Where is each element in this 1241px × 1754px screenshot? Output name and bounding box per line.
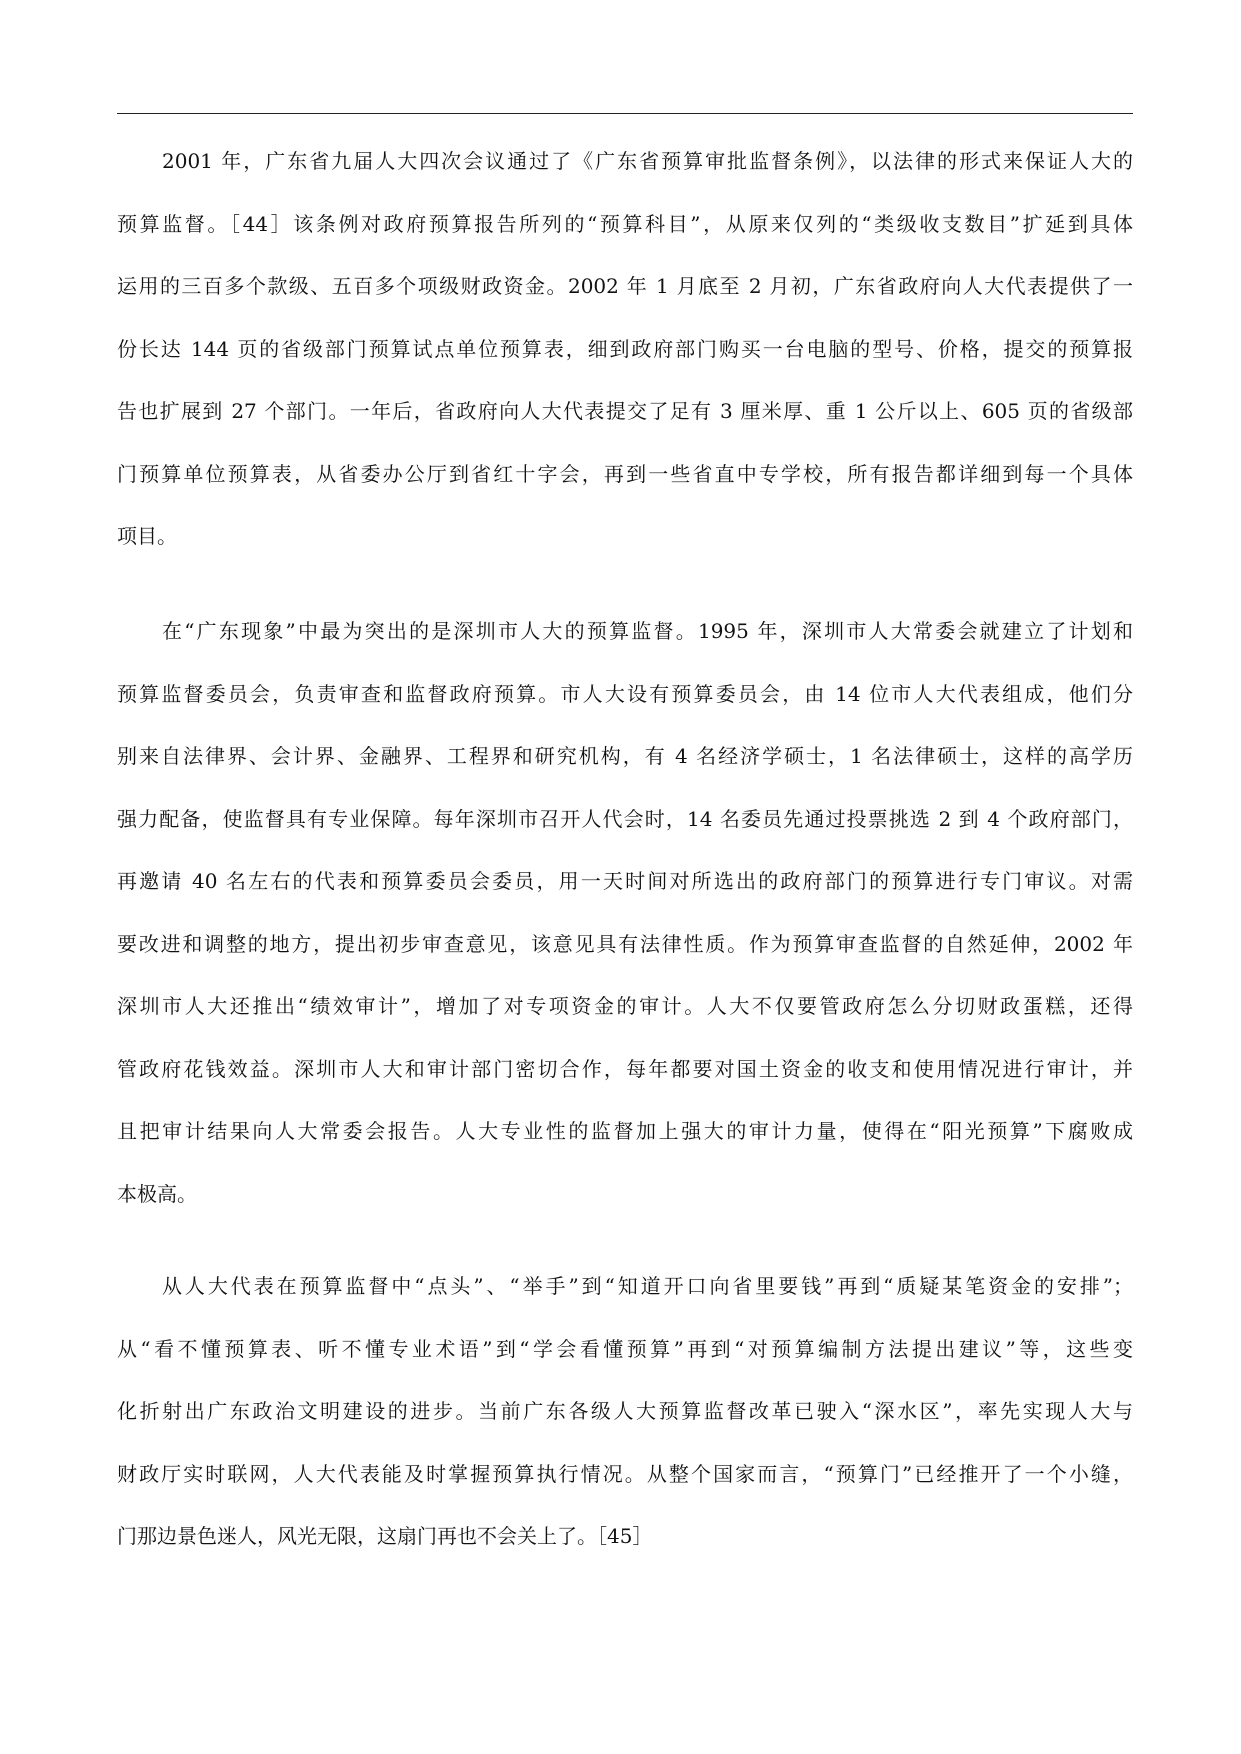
- text-line: 财政厅实时联网，人大代表能及时掌握预算执行情况。从整个国家而言，“预算门”已经推开了一个小缝，: [117, 1461, 1133, 1486]
- text-line: 份长达 144 页的省级部门预算试点单位预算表，细到政府部门购买一台电脑的型号、价格，提交的预算报: [117, 336, 1133, 361]
- text-line: 要改进和调整的地方，提出初步审查意见，该意见具有法律性质。作为预算审查监督的自然延伸，2002 年: [117, 931, 1133, 956]
- text-line: 再邀请 40 名左右的代表和预算委员会委员，用一天时间对所选出的政府部门的预算进行专门审议。对需: [117, 869, 1133, 893]
- header-rule: [117, 113, 1133, 114]
- text-line: 2001 年，广东省九届人大四次会议通过了《广东省预算审批监督条例》，以法律的形式来保证人大的: [162, 149, 1133, 173]
- text-line: 且把审计结果向人大常委会报告。人大专业性的监督加上强大的审计力量，使得在“阳光预算”下腐败成: [117, 1119, 1133, 1143]
- text-line: 预算监督委员会，负责审查和监督政府预算。市人大设有预算委员会，由 14 位市人大代表组成，他们分: [117, 681, 1133, 706]
- text-line: 告也扩展到 27 个部门。一年后，省政府向人大代表提交了足有 3 厘米厚、重 1 公斤以上、605 页的省级部: [117, 399, 1133, 423]
- text-line: 管政府花钱效益。深圳市人大和审计部门密切合作，每年都要对国土资金的收支和使用情况进行审计，并: [117, 1056, 1133, 1081]
- text-line: 运用的三百多个款级、五百多个项级财政资金。2002 年 1 月底至 2 月初，广东省政府向人大代表提供了一: [117, 274, 1133, 298]
- text-line: 项目。: [117, 524, 177, 548]
- text-line: 门预算单位预算表，从省委办公厅到省红十字会，再到一些省直中专学校，所有报告都详细到每一个具体: [117, 461, 1133, 486]
- text-line: 从人大代表在预算监督中“点头”、“举手”到“知道开口向省里要钱”再到“质疑某笔资金的安排”；: [162, 1274, 1133, 1298]
- text-line: 预算监督。［44］该条例对政府预算报告所列的“预算科目”，从原来仅列的“类级收支数目”扩延到具体: [117, 211, 1133, 236]
- text-line: 本极高。: [117, 1181, 197, 1206]
- text-line: 强力配备，使监督具有专业保障。每年深圳市召开人代会时，14 名委员先通过投票挑选 2 到 4 个政府部门，: [117, 806, 1133, 831]
- paragraph-2: [117, 600, 1133, 1225]
- text-line: 从“看不懂预算表、听不懂专业术语”到“学会看懂预算”再到“对预算编制方法提出建议”等，这些变: [117, 1336, 1133, 1361]
- paragraph-3: [117, 1255, 1133, 1568]
- text-line: 深圳市人大还推出“绩效审计”，增加了对专项资金的审计。人大不仅要管政府怎么分切财政蛋糕，还得: [117, 994, 1133, 1018]
- text-line: 门那边景色迷人，风光无限，这扇门再也不会关上了。［45］: [117, 1524, 653, 1548]
- paragraph-1: [117, 130, 1133, 568]
- text-line: 别来自法律界、会计界、金融界、工程界和研究机构，有 4 名经济学硕士，1 名法律硕士，这样的高学历: [117, 744, 1133, 768]
- text-line: 在“广东现象”中最为突出的是深圳市人大的预算监督。1995 年，深圳市人大常委会就建立了计划和: [162, 619, 1133, 643]
- text-line: 化折射出广东政治文明建设的进步。当前广东各级人大预算监督改革已驶入“深水区”，率先实现人大与: [117, 1399, 1133, 1423]
